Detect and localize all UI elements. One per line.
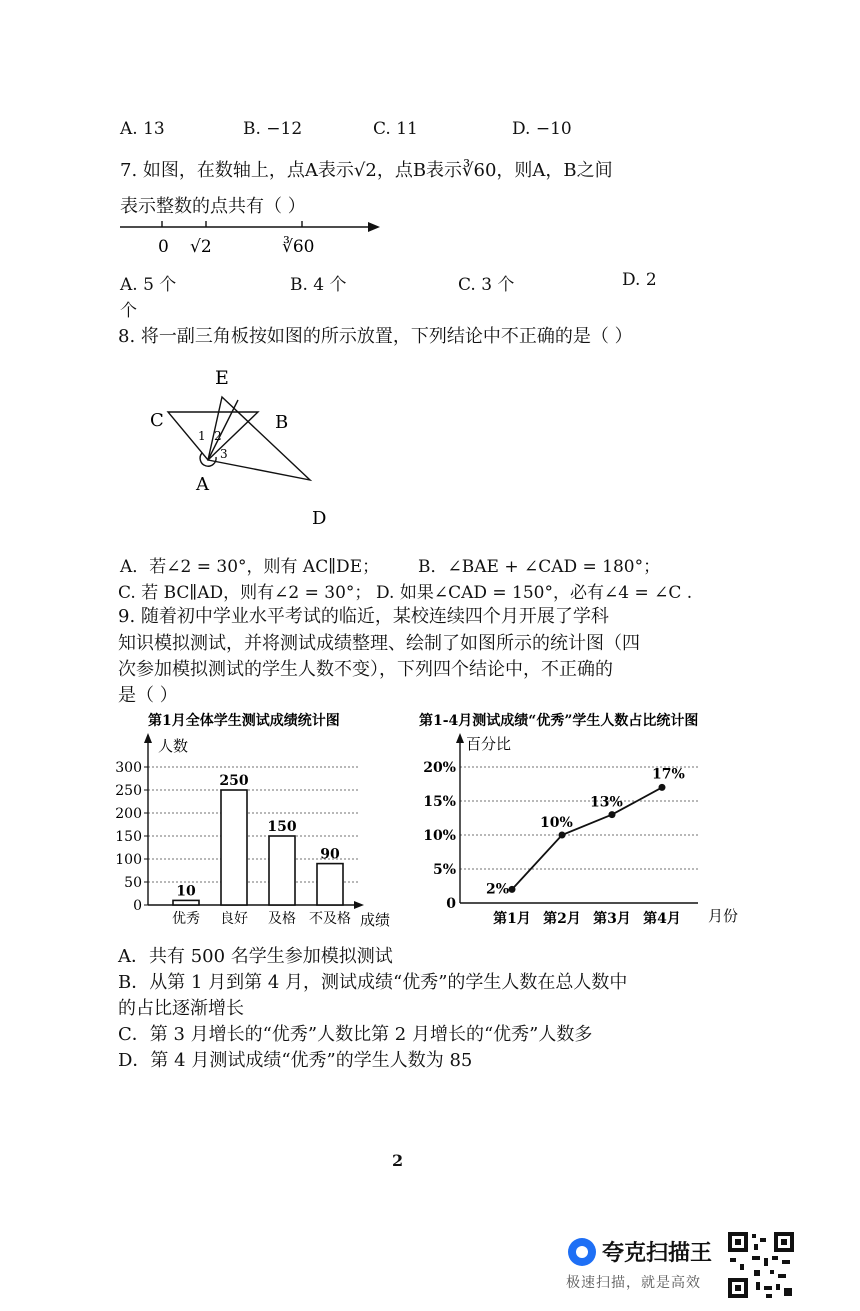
bar-category-label: 优秀 (172, 911, 200, 927)
q7-stem-line1: 7. 如图，在数轴上，点A表示√2，点B表示∛60，则A，B之间 (120, 160, 613, 181)
line-chart (412, 705, 752, 935)
q9-option-b-line2: 的占比逐渐增长 (118, 998, 244, 1019)
bar-category-label: 及格 (268, 911, 296, 927)
line-value-label: 13% (590, 794, 623, 811)
bar-chart-title: 第1月全体学生测试成绩统计图 (148, 713, 340, 729)
q8-option-a: A．若∠2 = 30°，则有 AC∥DE； (120, 557, 380, 577)
bar-x-axis-arrow (354, 901, 364, 909)
line-y-tick-label: 10% (423, 828, 456, 844)
line-point-2 (609, 811, 616, 818)
q7-option-c: C. 3 个 (458, 275, 515, 295)
scanner-brand-name: 夸克扫描王 (602, 1241, 713, 1266)
bar-chart-xlabel: 成绩 (360, 911, 391, 929)
line-category-label: 第1月 (493, 911, 531, 927)
q9-stem-line2: 知识模拟测试，并将测试成绩整理、绘制了如图所示的统计图（四 (118, 633, 640, 654)
bar-2 (269, 836, 295, 905)
q7-stem-line2: 表示整数的点共有（ ） (120, 196, 306, 217)
bar-y-tick-label: 100 (115, 852, 142, 868)
q8-stem: 8. 将一副三角板按如图的所示放置，下列结论中不正确的是（ ） (118, 326, 633, 347)
label-a: A (196, 474, 209, 495)
q9-stem-line1: 9. 随着初中学业水平考试的临近，某校连续四个月开展了学科 (118, 606, 609, 627)
bar-y-tick-label: 50 (124, 875, 142, 891)
label-b: B (275, 412, 289, 433)
angle-label-3: 3 (220, 447, 228, 461)
axis-label-0: 0 (158, 237, 169, 257)
line-y-tick-label: 15% (423, 794, 456, 810)
scanner-logo-icon (566, 1236, 598, 1268)
bar-category-label: 良好 (220, 911, 248, 927)
q9-option-b-line1: B．从第 1 月到第 4 月，测试成绩“优秀”的学生人数在总人数中 (118, 972, 628, 993)
bar-y-axis-arrow (144, 733, 152, 743)
angle-label-1: 1 (198, 429, 206, 443)
bar-1 (221, 790, 247, 905)
bar-y-tick-label: 250 (115, 783, 142, 799)
q7-option-b: B. 4 个 (290, 275, 347, 295)
q8-option-b: B．∠BAE + ∠CAD = 180°； (418, 557, 661, 577)
bar-value-label: 150 (267, 819, 297, 835)
line-y-tick-label: 20% (423, 760, 456, 776)
bar-category-label: 不及格 (309, 911, 351, 927)
angle-label-2: 2 (214, 429, 222, 443)
line-category-label: 第4月 (643, 911, 681, 927)
qr-code-icon (726, 1230, 796, 1300)
bar-0 (173, 900, 199, 905)
line-point-3 (659, 784, 666, 791)
q7-option-a: A. 5 个 (120, 275, 177, 295)
bar-3 (317, 864, 343, 905)
line-category-label: 第3月 (593, 911, 631, 927)
q6-option-a: A. 13 (120, 119, 165, 139)
line-value-label: 17% (652, 766, 685, 783)
q9-option-d: D．第 4 月测试成绩“优秀”的学生人数为 85 (118, 1050, 473, 1071)
bar-y-tick-label: 200 (115, 806, 142, 822)
label-c: C (150, 410, 164, 431)
triangle-ruler-figure (140, 360, 340, 530)
line-category-label: 第2月 (543, 911, 581, 927)
q9-option-a: A．共有 500 名学生参加模拟测试 (118, 946, 393, 967)
line-value-label: 10% (540, 815, 573, 831)
bar-y-tick-label: 0 (133, 898, 142, 914)
q9-option-c: C．第 3 月增长的“优秀”人数比第 2 月增长的“优秀”人数多 (118, 1024, 593, 1045)
axis-label-sqrt2: √2 (190, 237, 212, 257)
line-y-axis-arrow (456, 733, 464, 743)
bar-y-tick-label: 150 (115, 829, 142, 845)
q7-option-wrap: 个 (120, 301, 137, 321)
line-chart-ylabel: 百分比 (466, 735, 512, 753)
line-value-label: 2% (486, 881, 510, 898)
scanner-slogan: 极速扫描，就是高效 (566, 1275, 701, 1291)
q8-option-c: C. 若 BC∥AD，则有∠2 = 30°； (118, 583, 372, 603)
bar-chart (110, 705, 410, 935)
q6-option-c: C. 11 (373, 119, 418, 139)
label-d: D (312, 508, 327, 529)
q6-option-b: B. −12 (243, 119, 303, 139)
line-series (512, 787, 662, 889)
line-y-tick-label: 0 (446, 896, 456, 912)
line-point-0 (509, 886, 516, 893)
scanner-watermark (566, 1228, 860, 1311)
axis-label-cbrt60: ∛60 (282, 237, 315, 257)
q8-option-d: D. 如果∠CAD = 150°，必有∠4 = ∠C . (376, 583, 693, 603)
q9-stem-line4: 是（ ） (118, 685, 178, 706)
bar-chart-ylabel: 人数 (158, 737, 189, 755)
page-number: 2 (392, 1151, 404, 1170)
bar-value-label: 90 (320, 846, 340, 863)
q7-option-d: D. 2 (622, 270, 657, 290)
line-y-tick-label: 5% (432, 862, 456, 878)
line-chart-xlabel: 月份 (708, 907, 739, 925)
q9-stem-line3: 次参加模拟测试的学生人数不变），下列四个结论中，不正确的 (118, 659, 613, 680)
number-line-figure (118, 216, 388, 260)
label-e: E (215, 367, 229, 389)
bar-value-label: 250 (219, 773, 249, 789)
bar-value-label: 10 (176, 883, 196, 900)
line-point-1 (559, 832, 566, 839)
q6-option-d: D. −10 (512, 119, 572, 139)
bar-y-tick-label: 300 (115, 760, 142, 776)
line-chart-title: 第1-4月测试成绩“优秀”学生人数占比统计图 (419, 713, 699, 729)
